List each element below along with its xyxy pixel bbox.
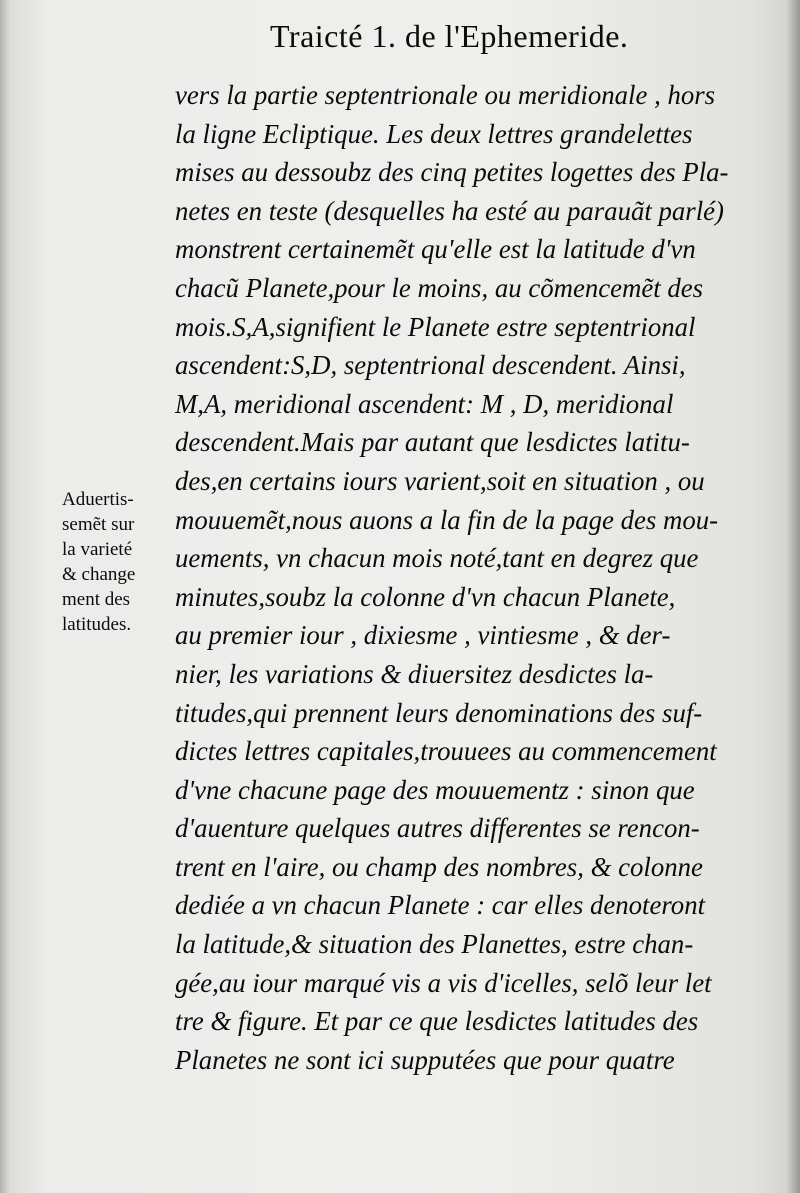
body-line: des,en certains iours varient,soit en situation , ou xyxy=(175,465,705,496)
body-line: M,A, meridional ascendent: M , D, meridional xyxy=(175,388,674,419)
body-line: trent en l'aire, ou champ des nombres, & colonne xyxy=(175,851,703,882)
body-line: vers la partie septentrionale ou meridionale , hors xyxy=(175,80,716,110)
body-line: tre & figure. Et par ce que lesdictes latitudes des xyxy=(175,1006,699,1037)
margin-note xyxy=(62,487,170,637)
margin-note-line: la varieté xyxy=(62,539,133,560)
running-title: Traicté 1. de l'Ephemeride. xyxy=(270,18,629,54)
body-line: ascendent:S,D, septentrional descendent. Ainsi, xyxy=(175,350,686,381)
margin-note-line: latitudes. xyxy=(62,614,132,635)
margin-note-line: semẽt sur xyxy=(62,514,135,535)
body-line: mois.S,A,signifient le Planete estre septentrional xyxy=(175,311,696,342)
body-line: uements, vn chacun mois noté,tant en degrez que xyxy=(175,543,699,574)
body-line: la ligne Ecliptique. Les deux lettres grandelettes xyxy=(175,118,693,149)
page-edge-shadow xyxy=(786,0,800,1193)
body-line: mouuemẽt,nous auons a la fin de la page des mou- xyxy=(175,504,719,535)
page-gutter-shadow xyxy=(0,0,10,1193)
body-line: chacũ Planete,pour le moins, au cõmencemẽt des xyxy=(175,272,704,303)
body-line: d'vne chacune page des mouuementz : sinon que xyxy=(175,774,695,805)
body-line: dictes lettres capitales,trouuees au commencement xyxy=(175,736,717,767)
body-line: la latitude,& situation des Planettes, estre chan- xyxy=(175,929,694,960)
body-line: Planetes ne sont ici supputées que pour quatre xyxy=(175,1044,675,1075)
margin-note-line: Aduertis- xyxy=(62,489,134,510)
body-line: mises au dessoubz des cinq petites logettes des Pla- xyxy=(175,157,729,188)
body-line: descendent.Mais par autant que lesdictes latitu- xyxy=(175,427,690,458)
body-line: minutes,soubz la colonne d'vn chacun Planete, xyxy=(175,581,676,612)
body-text xyxy=(175,76,770,1079)
body-line: monstrent certainemẽt qu'elle est la latitude d'vn xyxy=(175,234,696,265)
body-line: netes en teste (desquelles ha esté au parauãt parlé) xyxy=(175,195,724,226)
body-line: au premier iour , dixiesme , vintiesme , & der- xyxy=(175,620,671,651)
margin-note-line: ment des xyxy=(62,589,131,610)
margin-note-line: & change xyxy=(62,564,136,585)
body-line: titudes,qui prennent leurs denominations des suf- xyxy=(175,697,703,728)
body-line: nier, les variations & diuersitez desdictes la- xyxy=(175,658,654,689)
body-line: gée,au iour marqué vis a vis d'icelles, selõ leur let xyxy=(175,967,712,998)
body-line: d'auenture quelques autres differentes se rencon- xyxy=(175,813,700,844)
body-line: dediée a vn chacun Planete : car elles denoteront xyxy=(175,890,706,921)
